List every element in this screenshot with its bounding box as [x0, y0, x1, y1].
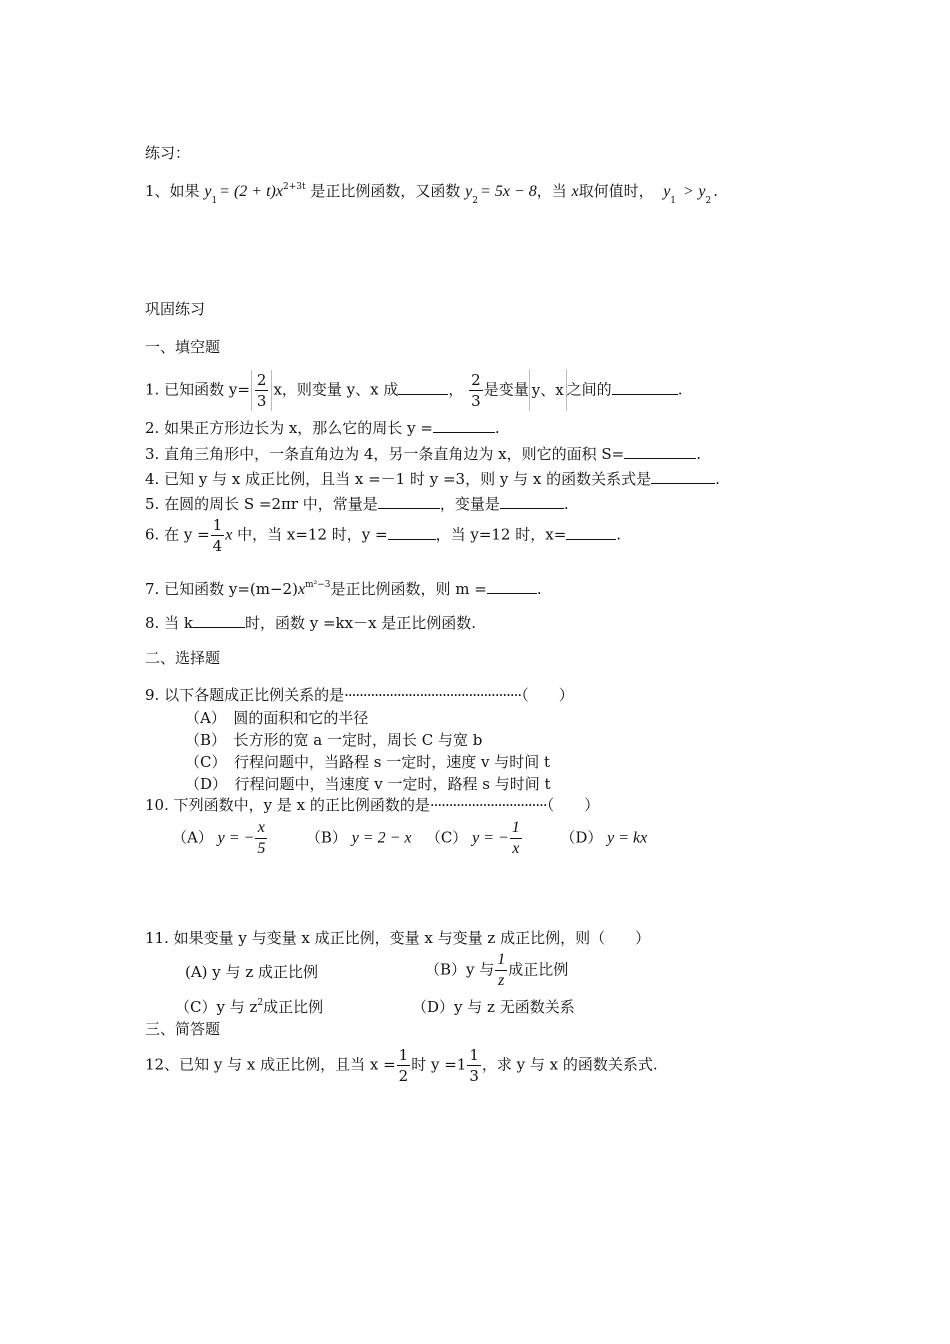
cq10-a-label: （A）	[172, 828, 213, 847]
fq1-num2: 2	[471, 371, 481, 389]
q1-gt: >	[682, 183, 694, 200]
cq10-c-label: （C）	[425, 828, 468, 847]
practice-title: 练习：	[145, 144, 191, 162]
q1-exp: 2+3t	[282, 182, 306, 192]
cq11-option-d: （D）y 与 z 无函数关系	[412, 998, 575, 1016]
cq11-c-exp: 2	[257, 998, 264, 1008]
sq12-fraction-1	[397, 1045, 411, 1086]
q1-sub1: 1	[211, 196, 218, 206]
fq1-fraction-2	[469, 370, 483, 411]
fq8-blank[interactable]	[193, 611, 245, 628]
fill-question-8	[145, 611, 476, 633]
q1-mid2: ，当	[536, 182, 567, 200]
cq10-c-num: 1	[511, 819, 520, 836]
q1-y3: y	[663, 183, 671, 200]
fq1-d: 是变量	[483, 380, 529, 399]
q1-x: x	[571, 183, 579, 200]
q1-eq1: = (2 + t)x	[219, 183, 283, 200]
fq1-den2: 3	[471, 392, 481, 410]
sq12-den2: 3	[469, 1067, 479, 1085]
fq6-blank-2[interactable]	[566, 523, 616, 540]
cq11-c-a: （C）y 与 z	[175, 998, 258, 1016]
sq12-num: 1	[398, 1046, 409, 1064]
q1-y1: y	[204, 183, 212, 200]
fq6-den: 4	[212, 537, 223, 555]
cq11-option-a: (A) y 与 z 成正比例	[185, 963, 318, 981]
fq1-f: 之间的	[566, 380, 612, 399]
cq10-a-den: 5	[257, 840, 266, 857]
fill-question-1	[145, 370, 682, 411]
fq1-b: x，则变量 y、x 成	[273, 380, 399, 399]
cq10-c-fraction	[510, 818, 522, 859]
fq2-a: 2. 如果正方形边长为 x，那么它的周长 y =	[145, 419, 433, 437]
cq10-paren: （ ）	[546, 796, 600, 814]
fq1-e: y、x	[529, 369, 567, 411]
sq12-b: 时 y =1	[411, 1055, 467, 1074]
fq5-c: .	[563, 495, 569, 513]
fq1-c: ，	[448, 380, 464, 399]
fq7-x: x	[297, 581, 306, 598]
cq10-b-label: （B）	[305, 828, 347, 847]
fq7-b: 是正比例函数，则 m =	[330, 580, 487, 598]
fill-question-4	[145, 467, 720, 489]
sq12-den: 2	[398, 1067, 409, 1085]
fq7-c: .	[536, 580, 542, 598]
q1-end: .	[713, 182, 719, 200]
q1-prefix: 1、如果	[145, 182, 200, 200]
cq11-b-num: 1	[497, 951, 506, 968]
practice-question-1	[145, 181, 718, 204]
cq10-stem: 10. 下列函数中，y 是 x 的正比例函数的是	[145, 796, 430, 814]
cq10-a-fraction	[255, 818, 267, 859]
cq9-option-c: （C） 行程问题中，当路程 s 一定时，速度 v 与时间 t	[185, 753, 551, 771]
cq9-option-b: （B） 长方形的宽 a 一定时，周长 C 与宽 b	[185, 731, 483, 749]
cq10-b-expr: y = 2 − x	[351, 829, 412, 847]
short-heading: 三、简答题	[145, 1020, 221, 1038]
fq7-exp: m²−3	[305, 580, 331, 590]
fq6-b: 中，当 x=12 时，y =	[237, 525, 388, 544]
cq10-a-num: x	[257, 819, 265, 836]
fq1-fraction	[251, 370, 273, 411]
cq10-c-lhs: y = −	[472, 829, 509, 847]
cq9-paren: （ ）	[521, 686, 574, 704]
cq11-b-den: z	[495, 970, 507, 991]
choice-heading: 二、选择题	[145, 649, 221, 667]
fq3-b: .	[696, 445, 702, 463]
fq6-c: ，当 y=12 时，x=	[435, 525, 567, 544]
fq4-a: 4. 已知 y 与 x 成正比例，且当 x =－1 时 y =3，则 y 与 x 的函数关系式是	[145, 470, 652, 488]
q1-sub2: 2	[472, 196, 479, 206]
choice-question-10	[145, 795, 599, 815]
fq6-num: 1	[212, 516, 223, 534]
fq6-x: x	[225, 526, 233, 544]
fq1-a: 1. 已知函数 y=	[145, 380, 250, 399]
fq5-a: 5. 在圆的周长 S =2πr 中，常量是	[145, 495, 378, 513]
fq8-b: 时，函数 y =kx－x 是正比例函数.	[244, 614, 477, 632]
q1-y2: y	[465, 183, 473, 200]
fq5-blank-1[interactable]	[378, 492, 440, 509]
q1-sub3: 1	[670, 196, 677, 206]
fq7-blank[interactable]	[487, 577, 537, 594]
q1-mid: 是正比例函数，又函数	[310, 182, 461, 200]
fq8-a: 8. 当 k	[145, 614, 193, 632]
fill-question-7	[145, 577, 542, 602]
fq1-num: 2	[256, 371, 267, 389]
short-question-12	[145, 1045, 658, 1086]
fq6-a: 6. 在 y =	[145, 525, 210, 544]
fq3-a: 3. 直角三角形中，一条直角边为 4，另一条直角边为 x，则它的面积 S=	[145, 445, 625, 463]
q1-y4: y	[698, 183, 706, 200]
cq10-d-expr: y = kx	[607, 829, 648, 847]
fq4-b: .	[715, 470, 720, 488]
cq11-b-fraction	[495, 950, 507, 991]
choice-question-9	[145, 685, 574, 705]
cq11-option-b	[425, 950, 568, 991]
choice-question-11: 11. 如果变量 y 与变量 x 成正比例，变量 x 与变量 z 成正比例，则（ ）	[145, 929, 651, 947]
cq9-option-a: （A） 圆的面积和它的半径	[185, 709, 369, 727]
fq1-den: 3	[256, 392, 267, 410]
cq11-option-c	[175, 997, 323, 1020]
cq9-option-d: （D） 行程问题中，当速度 v 一定时，路程 s 与时间 t	[185, 775, 551, 793]
fq5-blank-2[interactable]	[500, 492, 564, 509]
cq9-dots: ···············································	[344, 686, 522, 704]
cq10-c-den: x	[510, 838, 522, 859]
fq1-blank-1[interactable]	[398, 378, 448, 395]
fq2-b: .	[494, 419, 500, 437]
consolidation-title: 巩固练习	[145, 300, 206, 318]
cq11-b-b: 成正比例	[508, 960, 569, 979]
fill-question-6	[145, 515, 621, 556]
q1-sub4: 2	[705, 196, 712, 206]
cq11-c-b: 成正比例	[263, 998, 324, 1016]
fill-question-3	[145, 442, 701, 464]
sq12-c: ，求 y 与 x 的函数关系式.	[481, 1055, 658, 1074]
fq4-blank[interactable]	[651, 467, 715, 484]
fq6-fraction	[211, 515, 225, 556]
cq10-d-label: （D）	[560, 828, 603, 847]
fq2-blank[interactable]	[433, 416, 495, 433]
cq10-options	[172, 818, 647, 859]
fq1-blank-2[interactable]	[612, 378, 678, 395]
fq3-blank[interactable]	[624, 442, 696, 459]
sq12-num2: 1	[469, 1046, 479, 1064]
fq6-d: .	[616, 525, 622, 544]
fq7-a: 7. 已知函数 y=(m−2)	[145, 580, 298, 598]
sq12-a: 12、已知 y 与 x 成正比例，且当 x =	[145, 1055, 396, 1074]
cq10-a-lhs: y = −	[217, 829, 255, 847]
cq10-dots: ·······························	[429, 796, 547, 814]
q1-tail: 取何值时，	[578, 182, 654, 200]
q1-eq2: = 5x − 8	[480, 183, 537, 200]
cq9-stem: 9. 以下各题成正比例关系的是	[145, 686, 345, 704]
fq5-b: ，变量是	[439, 495, 500, 513]
fill-question-5	[145, 492, 569, 514]
fill-question-2	[145, 416, 500, 438]
fq6-blank-1[interactable]	[388, 523, 436, 540]
sq12-fraction-2	[467, 1045, 481, 1086]
cq11-b-a: （B）y 与	[425, 960, 495, 979]
fq1-g: .	[677, 380, 683, 399]
fill-heading: 一、填空题	[145, 338, 221, 356]
